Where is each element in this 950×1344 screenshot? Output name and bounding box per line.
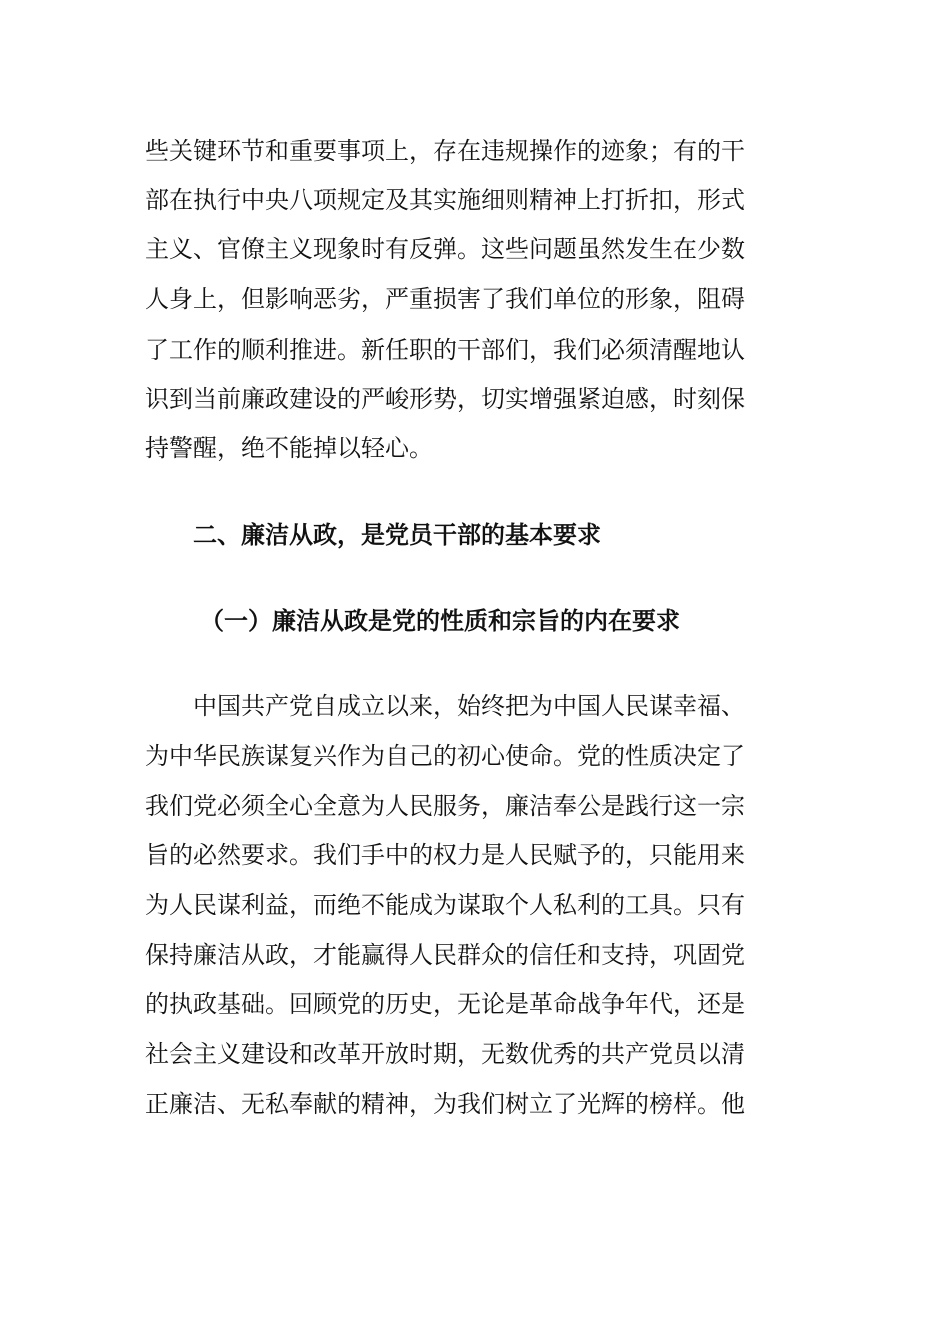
paragraph-2-line-8: 社会主义建设和改革开放时期，无数优秀的共产党员以清 [145, 1040, 745, 1068]
section-heading: 二、廉洁从政，是党员干部的基本要求 [193, 521, 601, 549]
paragraph-2-line-9: 正廉洁、无私奉献的精神，为我们树立了光辉的榜样。他 [145, 1090, 745, 1118]
paragraph-2-line-3: 我们党必须全心全意为人民服务，廉洁奉公是践行这一宗 [145, 792, 745, 820]
paragraph-2-line-7: 的执政基础。回顾党的历史，无论是革命战争年代，还是 [145, 990, 745, 1018]
paragraph-1-line-1: 些关键环节和重要事项上，存在违规操作的迹象；有的干 [145, 137, 745, 165]
paragraph-1-line-2: 部在执行中央八项规定及其实施细则精神上打折扣，形式 [145, 186, 745, 214]
paragraph-2-line-4: 旨的必然要求。我们手中的权力是人民赋予的，只能用来 [145, 841, 745, 869]
subsection-heading: （一）廉洁从政是党的性质和宗旨的内在要求 [200, 607, 680, 635]
paragraph-1-line-5: 了工作的顺利推进。新任职的干部们，我们必须清醒地认 [145, 336, 745, 364]
paragraph-2-line-1: 中国共产党自成立以来，始终把为中国人民谋幸福、 [193, 692, 745, 720]
paragraph-1-line-7: 持警醒，绝不能掉以轻心。 [145, 434, 433, 462]
paragraph-1-line-4: 人身上，但影响恶劣，严重损害了我们单位的形象，阻碍 [145, 285, 745, 313]
paragraph-1-line-6: 识到当前廉政建设的严峻形势，切实增强紧迫感，时刻保 [145, 385, 745, 413]
paragraph-2-line-6: 保持廉洁从政，才能赢得人民群众的信任和支持，巩固党 [145, 941, 745, 969]
paragraph-1-line-3: 主义、官僚主义现象时有反弹。这些问题虽然发生在少数 [145, 235, 745, 263]
paragraph-2-line-2: 为中华民族谋复兴作为自己的初心使命。党的性质决定了 [145, 742, 745, 770]
paragraph-2-line-5: 为人民谋利益，而绝不能成为谋取个人私利的工具。只有 [145, 891, 745, 919]
